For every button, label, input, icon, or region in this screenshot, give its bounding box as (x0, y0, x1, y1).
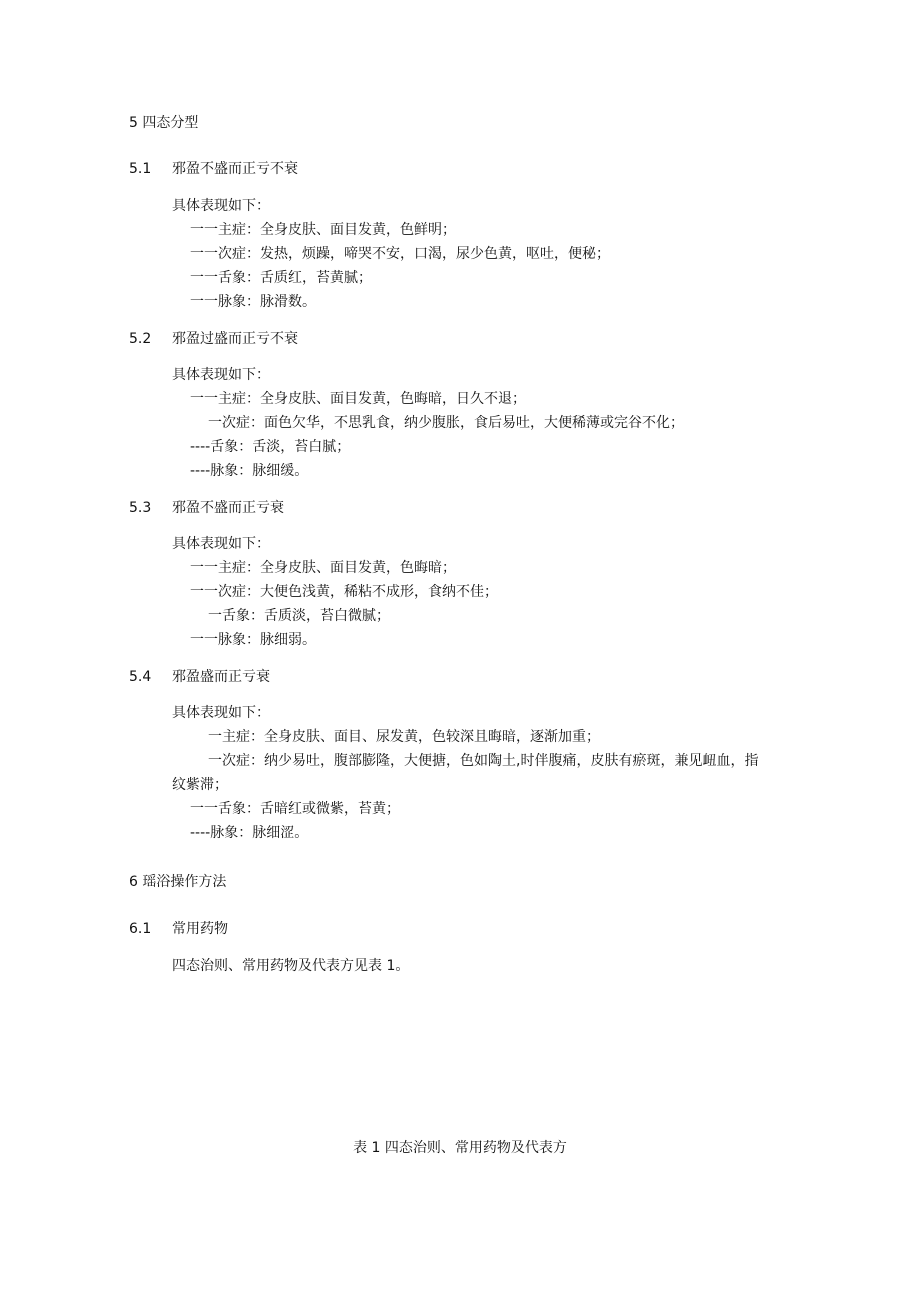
subsection-number: 6.1 (129, 921, 152, 937)
list-item: 一一次症：发热，烦躁，啼哭不安，口渴，尿少色黄，呕吐，便秘； (190, 246, 610, 262)
list-item: 一次症：面色欠华，不思乳食，纳少腹胀，食后易吐，大便稀薄或完谷不化； (208, 415, 684, 431)
list-item: ----舌象：舌淡，苔白腻； (190, 439, 351, 455)
intro-text: 具体表现如下： (172, 705, 270, 721)
list-item: ----脉象：脉细涩。 (190, 825, 309, 841)
list-item: 一一主症：全身皮肤、面目发黄，色鲜明； (190, 222, 456, 238)
subsection-title: 邪盈过盛而正亏不衰 (172, 331, 298, 347)
list-item: 一一舌象：舌暗红或微紫，苔黄； (190, 801, 400, 817)
list-item: 一一主症：全身皮肤、面目发黄，色晦暗； (190, 560, 456, 576)
list-item: 一一脉象：脉滑数。 (190, 294, 316, 310)
list-item: 一一主症：全身皮肤、面目发黄，色晦暗，日久不退； (190, 391, 526, 407)
section-5-heading: 5 四态分型 (129, 115, 199, 131)
list-item: ----脉象：脉细缓。 (190, 463, 309, 479)
intro-text: 具体表现如下： (172, 536, 270, 552)
list-item: 一一次症：大便色浅黄，稀粘不成形，食纳不佳； (190, 584, 498, 600)
list-item: 一舌象：舌质淡，苔白微腻； (208, 608, 390, 624)
list-item: 一次症：纳少易吐，腹部膨隆，大便搪，色如陶土,时伴腹痛，皮肤有瘀斑，兼见衄血，指 (208, 753, 759, 769)
intro-text: 具体表现如下： (172, 367, 270, 383)
section-6-heading: 6 瑶浴操作方法 (129, 874, 227, 890)
subsection-number: 5.1 (129, 161, 152, 177)
body-paragraph: 四态治则、常用药物及代表方见表 1。 (172, 958, 410, 974)
list-item: 一一脉象：脉细弱。 (190, 632, 316, 648)
subsection-title: 邪盈盛而正亏衰 (172, 669, 270, 685)
subsection-title: 邪盈不盛而正亏衰 (172, 500, 284, 516)
subsection-number: 5.2 (129, 331, 152, 347)
subsection-number: 5.4 (129, 669, 152, 685)
list-item: 一主症：全身皮肤、面目、尿发黄，色较深且晦暗，逐渐加重； (208, 729, 600, 745)
list-item-continuation: 纹紫滞； (172, 777, 228, 793)
subsection-title: 常用药物 (172, 921, 228, 937)
subsection-number: 5.3 (129, 500, 152, 516)
table-caption: 表 1 四态治则、常用药物及代表方 (353, 1140, 567, 1156)
list-item: 一一舌象：舌质红，苔黄腻； (190, 270, 372, 286)
intro-text: 具体表现如下： (172, 198, 270, 214)
subsection-title: 邪盈不盛而正亏不衰 (172, 161, 298, 177)
